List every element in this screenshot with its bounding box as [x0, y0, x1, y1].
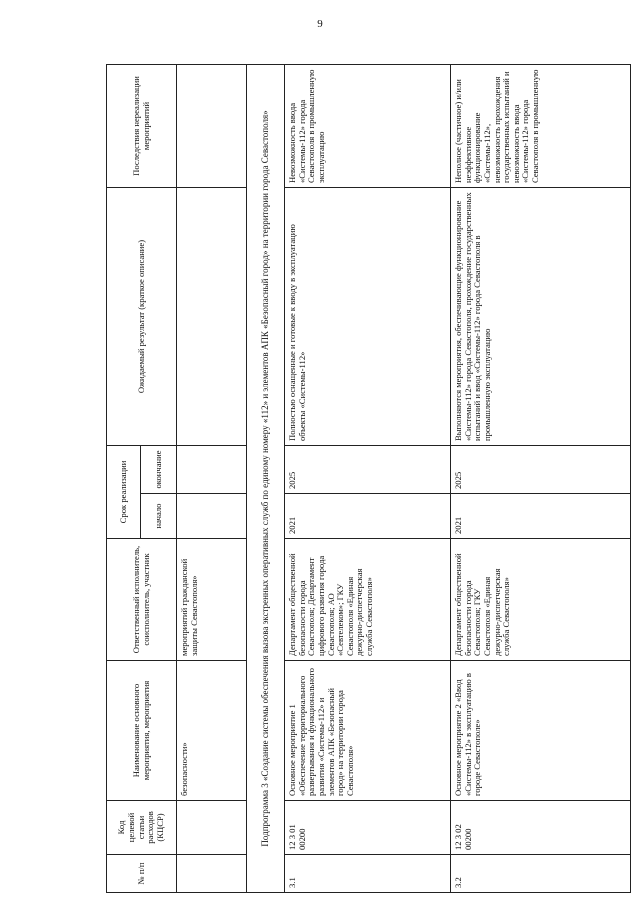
row-code: 12 3 01 00200 [285, 801, 451, 855]
cell-empty [177, 188, 247, 446]
row-code: 12 3 02 00200 [451, 801, 631, 855]
header-row [107, 65, 141, 893]
continuation-row [177, 65, 247, 893]
row-responsible: Департамент общественной безопасности города Севастополя; ГКУ Севастополя «Единая дежурно-диспетчерская служба Севастополя» [451, 539, 631, 661]
header-name: Наименование основного мероприятия, мероприятия [107, 661, 177, 801]
header-consequences: Последствия нереализации мероприятий [107, 65, 177, 188]
continuation-responsible: мероприятий гражданской защиты Севастополя» [177, 539, 247, 661]
cell-empty [177, 855, 247, 893]
table-row [451, 65, 631, 893]
row-end: 2025 [451, 446, 631, 494]
row-consequences: Невозможность ввода «Системы-112» города Севастополя в промышленную эксплуатацию [285, 65, 451, 188]
activities-table [106, 64, 631, 893]
rotated-table-container [106, 65, 630, 893]
subprogram-title: Подпрограмма 3 «Создание системы обеспечения вызова экстренных оперативных служб по единому номеру «112» и элементов АПК «Безопасный город» на территории города Севастополя» [247, 65, 285, 893]
row-start: 2021 [451, 494, 631, 539]
row-num: 3.1 [285, 855, 451, 893]
page-number: 9 [317, 18, 323, 30]
row-end: 2025 [285, 446, 451, 494]
row-name: Основное мероприятие 1 «Обеспечение территориального развертывания и функционального развития «Системы-112» и элементов АПК «Безопасный город» на территории города Севастополя» [285, 661, 451, 801]
cell-empty [177, 65, 247, 188]
header-num: № п/п [107, 855, 177, 893]
header-end: окончание [141, 446, 177, 494]
cell-empty [177, 494, 247, 539]
header-responsible: Ответственный исполнитель, соисполнитель, участник [107, 539, 177, 661]
header-result: Ожидаемый результат (краткое описание) [107, 188, 177, 446]
row-num: 3.2 [451, 855, 631, 893]
row-start: 2021 [285, 494, 451, 539]
header-start: начало [141, 494, 177, 539]
cell-empty [177, 801, 247, 855]
subprogram-row [247, 65, 285, 893]
row-result: Выполняются мероприятия, обеспечивающие функционирование «Системы-112» города Севастополя, прохождение государственных испытаний и ввод «Системы-112» города Севастополя в промышленную эксплуатацию [451, 188, 631, 446]
cell-empty [177, 446, 247, 494]
row-result: Полностью оснащенные и готовые к вводу в эксплуатацию объекты «Системы-112» [285, 188, 451, 446]
header-term: Срок реализации [107, 446, 141, 539]
row-consequences: Неполное (частичное) и/или неэффективное функционирование «Системы-112», невозможность прохождения государственных испытаний и невозможность ввода «Системы-112» города Севастополя в промышленную [451, 65, 631, 188]
row-responsible: Департамент общественной безопасности города Севастополя; Департамент цифрового развития города Севастополя; АО «Севтелеком»; ГКУ Севастополя «Единая дежурно-диспетчерская служба Севастополя» [285, 539, 451, 661]
table-row [285, 65, 451, 893]
header-code: Код целевой статьи расходов (КЦСР) [107, 801, 177, 855]
row-name: Основное мероприятие 2 «Ввод «Системы-112» в эксплуатацию в городе Севастополе» [451, 661, 631, 801]
continuation-name: безопасности» [177, 661, 247, 801]
